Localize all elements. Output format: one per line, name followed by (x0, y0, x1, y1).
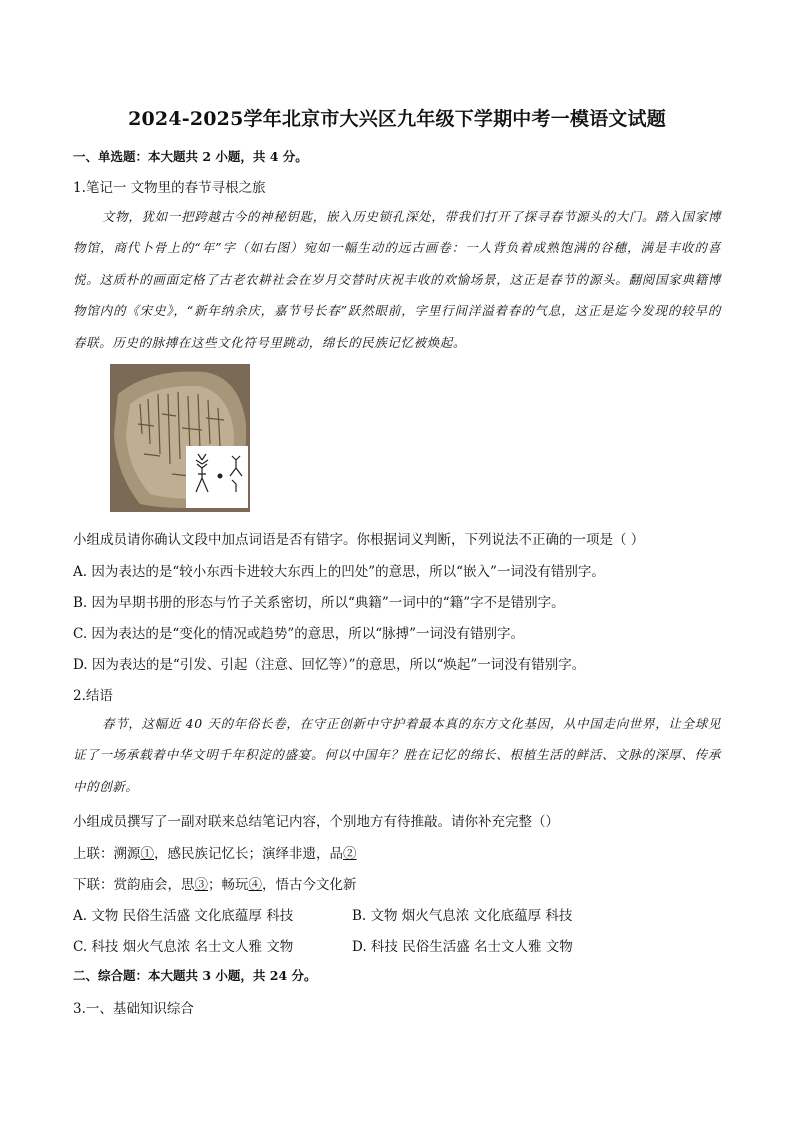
couplet-upper-text-c: ，感民族记忆长；演绎非遗，品 (154, 846, 343, 862)
couplet-upper-text-a: 上联：溯源 (73, 846, 141, 862)
question-1-heading: 1.笔记一 文物里的春节寻根之旅 (73, 180, 266, 196)
question-1-option-c[interactable]: C. 因为表达的是“变化的情况或趋势”的意思，所以“脉搏”一词没有错别字。 (73, 626, 525, 642)
question-2-option-c[interactable]: C. 科技 烟火气息浓 名士文人雅 文物 (73, 939, 294, 955)
couplet-lower-text-a: 下联：赏韵庙会，思 (73, 877, 195, 893)
question-2-passage: 春节，这幅近 40 天的年俗长卷，在守正创新中守护着最本真的东方文化基因，从中国走向世界，让全球见证了一场承载着中华文明千年积淀的盛宴。何以中国年？胜在记忆的绵长、根植生活的鲜活、文脉的深厚、传承中的创新。 (73, 716, 721, 794)
question-1-option-d[interactable]: D. 因为表达的是“引发、引起（注意、回忆等）”的意思，所以“焕起”一词没有错别字。 (73, 657, 586, 673)
question-2-option-d[interactable]: D. 科技 民俗生活盛 名士文人雅 文物 (352, 939, 573, 955)
couplet-lower-text-d: ，悟古今文化新 (262, 877, 357, 893)
section-heading-2: 二、综合题：本大题共 3 小题，共 24 分。 (73, 968, 317, 983)
blank-3: ③ (194, 877, 208, 893)
blank-1: ① (140, 846, 154, 862)
couplet-lower (73, 873, 357, 893)
oracle-bone-image (110, 364, 250, 512)
question-1-option-a[interactable]: A. 因为表达的是“较小东西卡进较大东西上的凹处”的意思，所以“嵌入”一词没有错别字。 (73, 564, 605, 580)
question-2-heading: 2.结语 (73, 688, 113, 704)
blank-4: ④ (248, 877, 262, 893)
couplet-lower-text-c: ；畅玩 (208, 877, 249, 893)
couplet-upper (73, 842, 357, 862)
question-3-heading: 3.一、基础知识综合 (73, 1001, 194, 1017)
question-1-option-b[interactable]: B. 因为早期书册的形态与竹子关系密切，所以“典籍”一词中的“籍”字不是错别字。 (73, 595, 565, 611)
question-2-option-b[interactable]: B. 文物 烟火气息浓 文化底蕴厚 科技 (352, 908, 573, 924)
question-2-option-a[interactable]: A. 文物 民俗生活盛 文化底蕴厚 科技 (73, 908, 294, 924)
blank-2: ② (343, 846, 357, 862)
section-heading-1: 一、单选题：本大题共 2 小题，共 4 分。 (73, 149, 308, 164)
question-2-prompt: 小组成员撰写了一副对联来总结笔记内容，个别地方有待推敲。请你补充完整（） (73, 814, 559, 830)
page-title: 2024-2025学年北京市大兴区九年级下学期中考一模语文试题 (128, 108, 666, 130)
question-1-prompt: 小组成员请你确认文段中加点词语是否有错字。你根据词义判断，下列说法不正确的一项是（ ） (73, 532, 645, 548)
question-1-passage: 文物，犹如一把跨越古今的神秘钥匙，嵌入历史锁孔深处，带我们打开了探寻春节源头的大门。踏入国家博物馆，商代卜骨上的“年”字（如右图）宛如一幅生动的远古画卷：一人背负着成熟饱满的谷穗，满是丰收的喜悦。这质朴的画面定格了古老农耕社会在岁月交替时庆祝丰收的欢愉场景，这正是春节的源头。翻阅国家典籍博物馆内的《宋史》，“新年纳余庆，嘉节号长春”跃然眼前，字里行间洋溢着春的气息，这正是迄今发现的较早的春联。历史的脉搏在这些文化符号里跳动，绵长的民族记忆被焕起。 (73, 209, 721, 350)
